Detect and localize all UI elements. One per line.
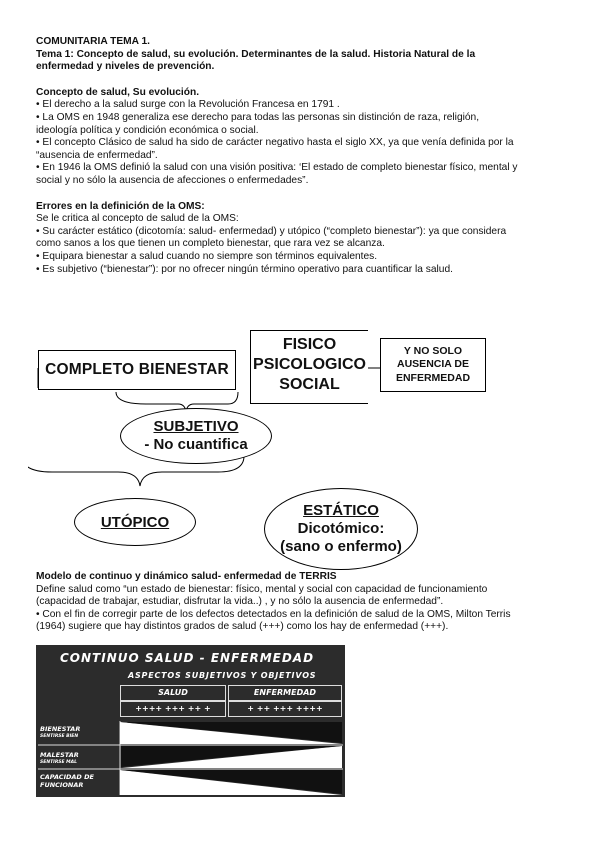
salud-scale: ++++ +++ ++ + <box>120 701 226 717</box>
doc-subtitle-line1: Tema 1: Concepto de salud, su evolución. Determinantes de la salud. Historia Natural de la <box>36 48 476 60</box>
y-no-solo-line1: Y NO SOLO <box>403 344 463 357</box>
list-item-continuation: social y no sólo la ausencia de afecciones o enfermedades”. <box>36 174 309 186</box>
malestar-text: MALESTAR <box>40 751 79 759</box>
paragraph: Define salud como “un estado de bienestar: físico, mental y social con capacidad de funcionamiento <box>36 583 488 595</box>
fisico-psicologico-social-box <box>250 330 368 404</box>
y-no-solo-line2: AUSENCIA DE <box>397 358 469 371</box>
list-item-continuation: “ausencia de enfermedad”. <box>36 149 158 161</box>
continuum-wedges <box>36 645 345 797</box>
enfermedad-header: ENFERMEDAD <box>228 685 342 701</box>
y-no-solo-box <box>380 338 486 392</box>
list-item-continuation: como sanos a los que tienen un completo bienestar, que rara vez se alcanza. <box>36 238 385 250</box>
list-item: • El derecho a la salud surge con la Revolución Francesa en 1791 . <box>36 99 566 112</box>
no-cuantifica-label: - No cuantifica <box>144 436 248 453</box>
bullet-list <box>36 99 566 124</box>
bienestar-subtext: SENTIRSE BIEN <box>40 734 79 739</box>
list-item: • Su carácter estático (dicotomía: salud- enfermedad) y utópico (“completo bienestar”): ya que considera <box>36 226 566 239</box>
sano-enfermo-label: (sano o enfermo) <box>280 538 402 555</box>
salud-header: SALUD <box>120 685 226 701</box>
enfermedad-scale: + ++ +++ ++++ <box>228 701 342 717</box>
psicologico-label: PSICOLOGICO <box>253 356 366 373</box>
funcionar-text: FUNCIONAR <box>40 781 84 789</box>
capacidad-text: CAPACIDAD DE <box>40 773 94 781</box>
figure-title: CONTINUO SALUD - ENFERMEDAD <box>60 651 315 665</box>
section-heading: Errores en la definición de la OMS: <box>36 200 205 212</box>
estatico-oval <box>264 488 418 570</box>
estatico-label: ESTÁTICO <box>303 502 379 519</box>
list-item: • Es subjetivo (“bienestar”): por no ofrecer ningún término operativo para cuantificar la salud. <box>36 264 566 277</box>
list-item: • Equipara bienestar a salud cuando no siempre son términos equivalentes. <box>36 251 566 264</box>
oms-criticism-diagram <box>28 328 558 568</box>
y-no-solo-line3: ENFERMEDAD <box>395 371 471 384</box>
subjetivo-oval <box>120 408 272 464</box>
document-page <box>36 36 566 276</box>
paragraph: (capacidad de trabajar, estudiar, disfrutar la vida..) , y no sólo la ausencia de enfermedad”. <box>36 596 444 608</box>
list-item: • Con el fin de corregir parte de los defectos detectados en la definición de salud de la OMS, Milton Terris <box>36 609 566 622</box>
list-item: • En 1946 la OMS definió la salud con una visión positiva: ‘El estado de completo bienestar físico, mental y <box>36 162 566 175</box>
terris-section <box>36 571 566 634</box>
utopico-oval: UTÓPICO <box>74 498 196 546</box>
doc-subtitle-line2: enfermedad y niveles de prevención. <box>36 61 215 73</box>
doc-title: COMUNITARIA TEMA 1. <box>36 36 150 47</box>
list-item: • El concepto Clásico de salud ha sido de carácter negativo hasta el siglo XX, ya que venía definida por la <box>36 137 566 150</box>
subjetivo-label: SUBJETIVO <box>153 418 239 435</box>
paragraph: Se le critica al concepto de salud de la OMS: <box>36 213 239 225</box>
social-label: SOCIAL <box>279 376 340 393</box>
section-heading: Concepto de salud, Su evolución. <box>36 86 200 98</box>
dicotomico-label: Dicotómico: <box>297 520 385 537</box>
figure-subtitle: ASPECTOS SUBJETIVOS Y OBJETIVOS <box>128 671 317 680</box>
section-heading: Modelo de continuo y dinámico salud- enfermedad de TERRIS <box>36 571 337 582</box>
list-item-continuation: ideología política y condición económica o social. <box>36 124 259 136</box>
list-item: • La OMS en 1948 generaliza ese derecho para todas las personas sin distinción de raza, religión, <box>36 112 566 125</box>
list-item-continuation: (1964) sugiere que hay distintos grados de salud (+++) como los hay de enfermedad (+++). <box>36 621 449 633</box>
malestar-subtext: SENTIRSE MAL <box>40 760 77 765</box>
completo-bienestar-box: COMPLETO BIENESTAR <box>38 350 236 390</box>
fisico-label: FISICO <box>282 336 337 353</box>
bienestar-text: BIENESTAR <box>40 725 81 733</box>
terris-continuum-figure <box>36 645 345 797</box>
